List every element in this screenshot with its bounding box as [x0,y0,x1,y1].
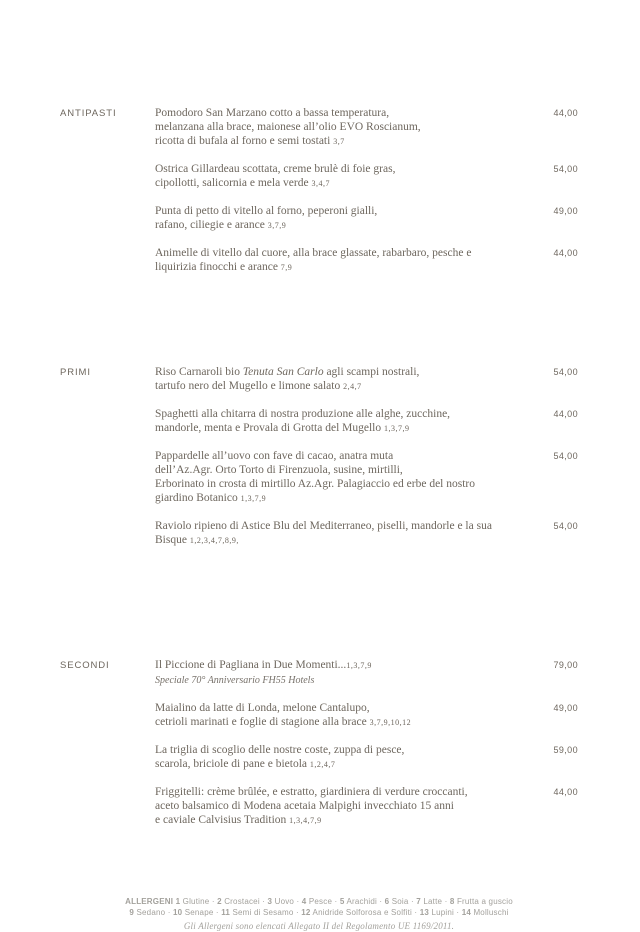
allergen-numbers: 3,7,9 [267,221,287,230]
item-text [155,407,551,436]
menu-item [155,449,578,506]
menu-item [155,365,578,394]
menu-item [155,743,578,772]
text-segment: Senape · [182,908,222,917]
item-text [155,106,551,149]
item-line [155,218,551,233]
text-segment: 4 [301,897,307,906]
text-segment: Riso Carnaroli bio [155,366,243,378]
item-line [155,162,551,176]
section-items [155,365,578,561]
text-segment: 14 [461,908,472,917]
allergen-legal-note: Gli Allergeni sono elencati Allegato II del Regolamento UE 1169/2011. [183,921,455,931]
item-price: 44,00 [553,108,578,118]
allergen-numbers: 3,7 [333,137,345,146]
text-segment: Il Piccione di Pagliana in Due Momenti... [155,659,347,671]
item-line [155,743,551,757]
allergen-numbers: 1,3,4,7,9 [289,816,322,825]
text-segment: aceto balsamico di Modena acetaia Malpighi invecchiato 15 anni [155,800,454,812]
text-segment: 5 [339,897,345,906]
item-text [155,743,551,772]
item-text [155,204,551,233]
text-segment: Pesce · [306,897,340,906]
item-price: 44,00 [553,409,578,419]
text-segment: 13 [419,908,430,917]
section-label: ANTIPASTI [60,108,117,119]
item-line [155,204,551,218]
item-price: 54,00 [553,521,578,531]
item-price: 44,00 [553,248,578,258]
item-line [155,658,551,673]
text-segment: cetrioli marinati e foglie di stagione alla brace [155,716,370,728]
text-segment: 11 [221,908,231,917]
text-segment: 12 [301,908,311,917]
text-segment: liquirizia finocchi e arance [155,261,281,273]
menu-item [155,162,578,191]
text-segment: Animelle di vitello dal cuore, alla brace glassate, rabarbaro, pesche e [155,247,472,259]
allergen-numbers: 1,3,7,9 [346,661,372,670]
menu-item [155,106,578,149]
item-line [155,365,551,379]
item-text [155,785,551,828]
item-price: 49,00 [553,703,578,713]
text-segment: scarola, briciole di pane e bietola [155,758,310,770]
item-line [155,134,551,149]
item-line [155,120,551,134]
text-segment: Punta di petto di vitello al forno, peperoni gialli, [155,205,378,217]
allergen-numbers: 1,2,3,4,7,8,9, [189,536,239,545]
section-label: PRIMI [60,367,91,378]
allergen-numbers: 1,3,7,9 [240,494,267,503]
text-segment: dell’Az.Agr. Orto Torto di Firenzuola, susine, mirtilli, [155,464,403,476]
text-segment: Glutine · [180,897,218,906]
item-text [155,162,551,191]
item-line [155,106,551,120]
text-segment: Anidride Solforosa e Solfiti · [310,908,420,917]
menu-item [155,785,578,828]
item-text [155,365,551,394]
text-segment: Arachidi · [344,897,385,906]
item-text [155,246,551,275]
menu-item [155,204,578,233]
item-text [155,449,551,506]
item-line [155,813,551,828]
text-segment: ALLERGENI [125,897,176,906]
item-line [155,701,551,715]
text-segment: Soia · [389,897,417,906]
allergen-footer [60,896,578,932]
item-text [155,701,551,730]
text-segment: Lupini · [429,908,462,917]
text-segment: melanzana alla brace, maionese all’olio EVO Roscianum, [155,121,421,133]
menu-section-primi [60,365,578,561]
item-price: 59,00 [553,745,578,755]
text-segment: Sedano · [134,908,173,917]
item-price: 79,00 [553,660,578,670]
item-line [155,463,551,477]
item-price: 49,00 [553,206,578,216]
menu-item [155,519,578,548]
text-segment: Maialino da latte di Londa, melone Cantalupo, [155,702,370,714]
item-line [155,379,551,394]
menu-item [155,407,578,436]
item-line [155,533,551,548]
item-line [155,246,551,260]
item-line [155,715,551,730]
menu-item [155,658,578,688]
text-segment: Semi di Sesamo · [230,908,302,917]
allergen-numbers: 3,7,9,10,12 [369,718,412,727]
text-segment: 6 [384,897,390,906]
item-price: 54,00 [553,367,578,377]
text-segment: agli scampi nostrali, [323,366,420,378]
text-segment: giardino Botanico [155,492,241,504]
text-segment: cipollotti, salicornia e mela verde [155,177,312,189]
text-segment: Ostrica Gillardeau scottata, creme brulè di foie gras, [155,163,396,175]
item-line [155,519,551,533]
section-items [155,658,578,841]
item-line [155,176,551,191]
text-segment: Raviolo ripieno di Astice Blu del Mediterraneo, piselli, mandorle e la sua [155,520,492,532]
text-segment: e caviale Calvisius Tradition [155,814,290,826]
text-segment: 9 [129,908,135,917]
item-text [155,519,551,548]
menu-body [60,106,578,841]
text-segment: 1 [175,897,181,906]
allergen-numbers: 1,2,4,7 [309,760,336,769]
allergen-numbers: 1,3,7,9 [383,424,410,433]
allergen-line-2 [60,907,578,918]
text-segment: mandorle, menta e Provala di Grotta del Mugello [155,422,384,434]
item-line [155,799,551,813]
item-line [155,421,551,436]
item-text [155,658,551,688]
allergen-numbers: 3,4,7 [311,179,330,188]
text-segment: tartufo nero del Mugello e limone salato [155,380,344,392]
item-line [155,407,551,421]
item-price: 54,00 [553,164,578,174]
text-segment: Crostacei · [221,897,268,906]
text-segment: Pappardelle all’uovo con fave di cacao, anatra muta [155,450,394,462]
text-segment: Erborinato in crosta di mirtillo Az.Agr. Palagiaccio ed erbe del nostro [155,478,475,490]
text-segment: ricotta di bufala al forno e semi tostati [155,135,334,147]
allergen-numbers: 7,9 [280,263,293,272]
menu-item [155,701,578,730]
text-segment: Latte · [420,897,450,906]
text-segment: 2 [217,897,222,906]
text-segment: Friggitelli: crème brûlée, e estratto, giardiniera di verdure croccanti, [155,786,468,798]
text-segment: 8 [449,897,455,906]
item-price: 54,00 [553,451,578,461]
text-segment: 7 [416,897,421,906]
text-segment: Frutta a guscio [454,897,513,906]
item-line [155,785,551,799]
item-line [155,673,551,688]
section-items [155,106,578,288]
text-segment: La triglia di scoglio delle nostre coste, zuppa di pesce, [155,744,405,756]
section-label: SECONDI [60,660,110,671]
text-segment: rafano, ciliegie e arance [155,219,268,231]
text-segment: Pomodoro San Marzano cotto a bassa temperatura, [155,107,390,119]
text-segment: 3 [267,897,273,906]
item-subtitle: Speciale 70° Anniversario FH55 Hotels [155,675,315,686]
text-segment: Uovo · [272,897,302,906]
text-segment: Tenuta San Carlo [242,366,324,378]
menu-item [155,246,578,275]
item-line [155,449,551,463]
text-segment: 10 [172,908,183,917]
text-segment: Molluschi [471,908,509,917]
item-line [155,491,551,506]
item-line [155,260,551,275]
menu-section-antipasti [60,106,578,288]
item-line [155,757,551,772]
text-segment: Spaghetti alla chitarra di nostra produzione alle alghe, zucchine, [155,408,451,420]
item-line [155,477,551,491]
item-price: 44,00 [553,787,578,797]
menu-section-secondi [60,658,578,841]
text-segment: Bisque [155,534,190,546]
allergen-numbers: 2,4,7 [343,382,362,391]
allergen-line-1 [60,896,578,907]
